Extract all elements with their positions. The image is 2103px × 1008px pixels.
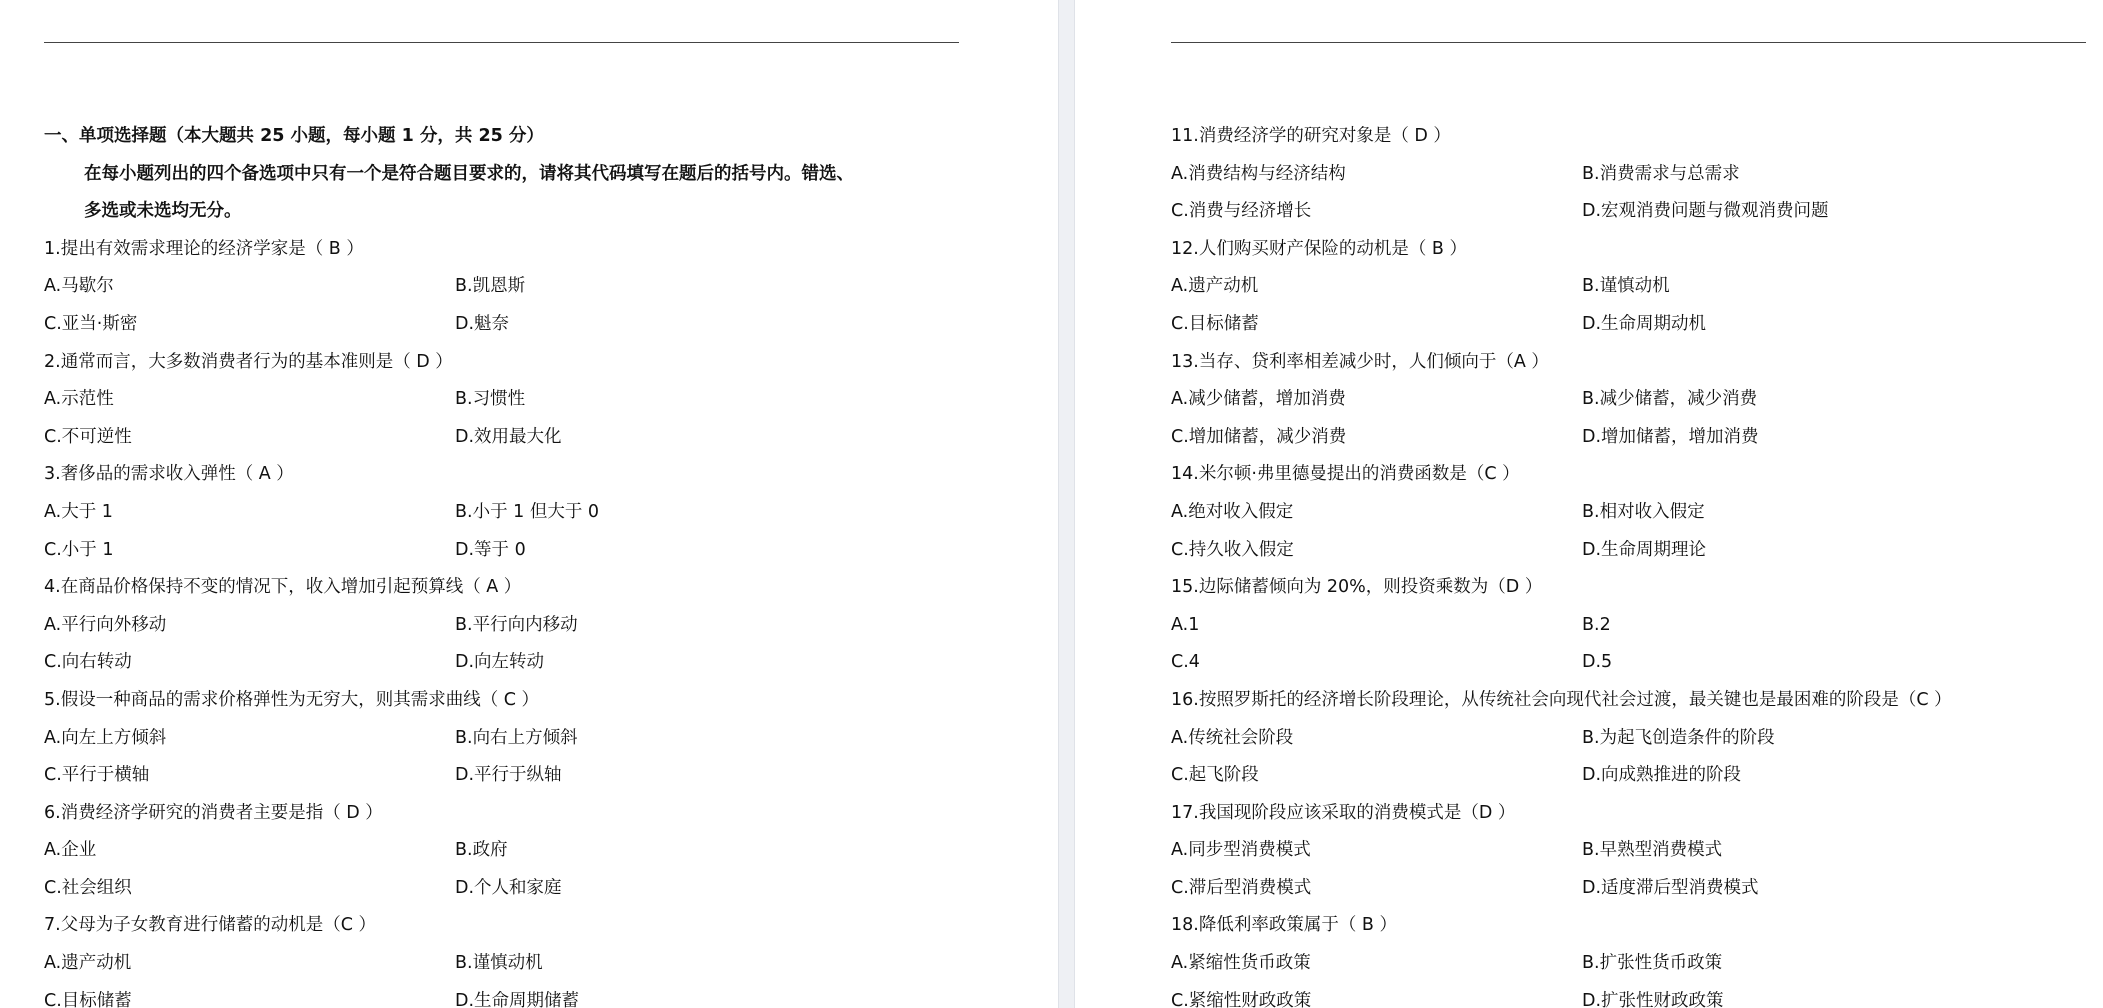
- answer-option: D.生命周期储蓄: [455, 990, 580, 1008]
- answer-option: C.持久收入假定: [1171, 539, 1294, 560]
- instructions-line-1: 在每小题列出的四个备选项中只有一个是符合题目要求的，请将其代码填写在题后的括号内。错选、: [84, 163, 854, 184]
- answer-option: B.相对收入假定: [1582, 501, 1705, 522]
- answer-option: C.社会组织: [44, 877, 132, 898]
- answer-option: A.减少储蓄，增加消费: [1171, 389, 1346, 410]
- answer-option: A.紧缩性货币政策: [1171, 953, 1311, 974]
- answer-option: D.5: [1582, 652, 1613, 673]
- answer-option: D.增加储蓄，增加消费: [1582, 426, 1759, 447]
- instructions-line-2: 多选或未选均无分。: [84, 201, 242, 222]
- answer-option: C.滞后型消费模式: [1171, 877, 1312, 898]
- answer-option: B.谨慎动机: [1582, 276, 1670, 297]
- question-stem: 11.消费经济学的研究对象是（ D ）: [1171, 126, 1451, 146]
- question-stem: 6.消费经济学研究的消费者主要是指（ D ）: [44, 802, 383, 823]
- options-row: [44, 306, 1034, 344]
- answer-option: B.减少储蓄，减少消费: [1582, 389, 1758, 410]
- answer-option: C.向右转动: [44, 652, 132, 673]
- question-stem: 2.通常而言，大多数消费者行为的基本准则是（ D ）: [44, 351, 453, 372]
- options-row: [1171, 757, 2103, 795]
- answer-option: D.生命周期理论: [1582, 539, 1707, 560]
- answer-option: D.向成熟推进的阶段: [1582, 765, 1742, 786]
- options-row: [44, 720, 1034, 758]
- answer-option: C.消费与经济增长: [1171, 201, 1312, 222]
- question-stem: 4.在商品价格保持不变的情况下，收入增加引起预算线（ A ）: [44, 577, 522, 598]
- options-row: [44, 268, 1034, 306]
- answer-option: C.目标储蓄: [1171, 313, 1259, 334]
- answer-option: C.小于 1: [44, 539, 114, 560]
- options-row: [44, 494, 1034, 532]
- options-row: [1171, 644, 2103, 682]
- question-stem: 17.我国现阶段应该采取的消费模式是（D ）: [1171, 802, 1516, 823]
- question-list: [1171, 118, 2103, 1008]
- answer-option: B.消费需求与总需求: [1582, 163, 1740, 184]
- question-stem: 7.父母为子女教育进行储蓄的动机是（C ）: [44, 915, 376, 936]
- answer-option: A.遗产动机: [44, 953, 132, 974]
- answer-option: D.等于 0: [455, 539, 526, 560]
- answer-option: A.绝对收入假定: [1171, 501, 1294, 522]
- answer-option: B.扩张性货币政策: [1582, 953, 1723, 974]
- options-row: [44, 832, 1034, 870]
- answer-option: C.不可逆性: [44, 426, 132, 447]
- answer-option: B.政府: [455, 840, 508, 861]
- page-gutter: [1058, 0, 1075, 1008]
- answer-option: D.适度滞后型消费模式: [1582, 877, 1759, 898]
- options-row: [1171, 832, 2103, 870]
- answer-option: A.示范性: [44, 389, 114, 410]
- question-stem: 18.降低利率政策属于（ B ）: [1171, 915, 1397, 936]
- answer-option: C.平行于横轴: [44, 765, 150, 786]
- options-row: [44, 532, 1034, 570]
- answer-option: C.亚当·斯密: [44, 313, 138, 334]
- options-row: [1171, 419, 2103, 457]
- answer-option: D.生命周期动机: [1582, 313, 1707, 334]
- options-row: [1171, 193, 2103, 231]
- answer-option: B.向右上方倾斜: [455, 727, 578, 748]
- options-row: [44, 945, 1034, 983]
- answer-option: A.1: [1171, 614, 1200, 635]
- options-row: [44, 381, 1034, 419]
- answer-option: C.起飞阶段: [1171, 765, 1259, 786]
- answer-option: D.个人和家庭: [455, 877, 562, 898]
- question-stem: 16.按照罗斯托的经济增长阶段理论，从传统社会向现代社会过渡，最关键也是最困难的阶段是（C ）: [1171, 689, 1952, 710]
- header-rule: [1171, 42, 2086, 43]
- answer-option: D.魁奈: [455, 313, 510, 334]
- options-row: [44, 644, 1034, 682]
- options-row: [1171, 306, 2103, 344]
- options-row: [1171, 607, 2103, 645]
- answer-option: A.消费结构与经济结构: [1171, 163, 1346, 184]
- answer-option: A.传统社会阶段: [1171, 727, 1294, 748]
- question-stem: 15.边际储蓄倾向为 20%，则投资乘数为（D ）: [1171, 577, 1543, 598]
- options-row: [1171, 156, 2103, 194]
- answer-option: A.向左上方倾斜: [44, 727, 167, 748]
- options-row: [1171, 720, 2103, 758]
- answer-option: A.平行向外移动: [44, 614, 167, 635]
- answer-option: B.谨慎动机: [455, 953, 543, 974]
- answer-option: B.2: [1582, 614, 1611, 635]
- answer-option: A.大于 1: [44, 501, 113, 522]
- options-row: [1171, 983, 2103, 1008]
- answer-option: A.马歇尔: [44, 276, 114, 297]
- answer-option: D.扩张性财政政策: [1582, 990, 1724, 1008]
- answer-option: B.为起飞创造条件的阶段: [1582, 727, 1775, 748]
- answer-option: A.遗产动机: [1171, 276, 1259, 297]
- section-title: 一、单项选择题（本大题共 25 小题，每小题 1 分，共 25 分）: [44, 126, 544, 146]
- answer-option: C.紧缩性财政政策: [1171, 990, 1312, 1008]
- page-content: [1171, 118, 2103, 1008]
- question-list: [44, 231, 1034, 1008]
- options-row: [1171, 268, 2103, 306]
- question-stem: 1.提出有效需求理论的经济学家是（ B ）: [44, 238, 364, 259]
- question-stem: 13.当存、贷利率相差减少时，人们倾向于（A ）: [1171, 351, 1549, 372]
- options-row: [1171, 870, 2103, 908]
- document-page-right: [1075, 0, 2103, 1008]
- answer-option: D.宏观消费问题与微观消费问题: [1582, 201, 1829, 222]
- options-row: [44, 757, 1034, 795]
- answer-option: C.目标储蓄: [44, 990, 132, 1008]
- answer-option: A.企业: [44, 840, 97, 861]
- options-row: [44, 983, 1034, 1008]
- answer-option: C.增加储蓄，减少消费: [1171, 426, 1347, 447]
- answer-option: A.同步型消费模式: [1171, 840, 1311, 861]
- options-row: [1171, 532, 2103, 570]
- options-row: [44, 419, 1034, 457]
- answer-option: C.4: [1171, 652, 1200, 673]
- question-stem: 3.奢侈品的需求收入弹性（ A ）: [44, 464, 294, 485]
- answer-option: D.平行于纵轴: [455, 765, 562, 786]
- page-content: [44, 118, 1034, 1008]
- answer-option: B.凯恩斯: [455, 276, 526, 297]
- answer-option: B.早熟型消费模式: [1582, 840, 1723, 861]
- answer-option: D.向左转动: [455, 652, 545, 673]
- answer-option: B.小于 1 但大于 0: [455, 501, 600, 522]
- answer-option: D.效用最大化: [455, 426, 562, 447]
- options-row: [1171, 381, 2103, 419]
- answer-option: B.习惯性: [455, 389, 526, 410]
- header-rule: [44, 42, 959, 43]
- options-row: [44, 607, 1034, 645]
- question-stem: 14.米尔顿·弗里德曼提出的消费函数是（C ）: [1171, 464, 1520, 485]
- question-stem: 12.人们购买财产保险的动机是（ B ）: [1171, 238, 1467, 259]
- options-row: [44, 870, 1034, 908]
- answer-option: B.平行向内移动: [455, 614, 578, 635]
- options-row: [1171, 945, 2103, 983]
- question-stem: 5.假设一种商品的需求价格弹性为无穷大，则其需求曲线（ C ）: [44, 689, 540, 710]
- options-row: [1171, 494, 2103, 532]
